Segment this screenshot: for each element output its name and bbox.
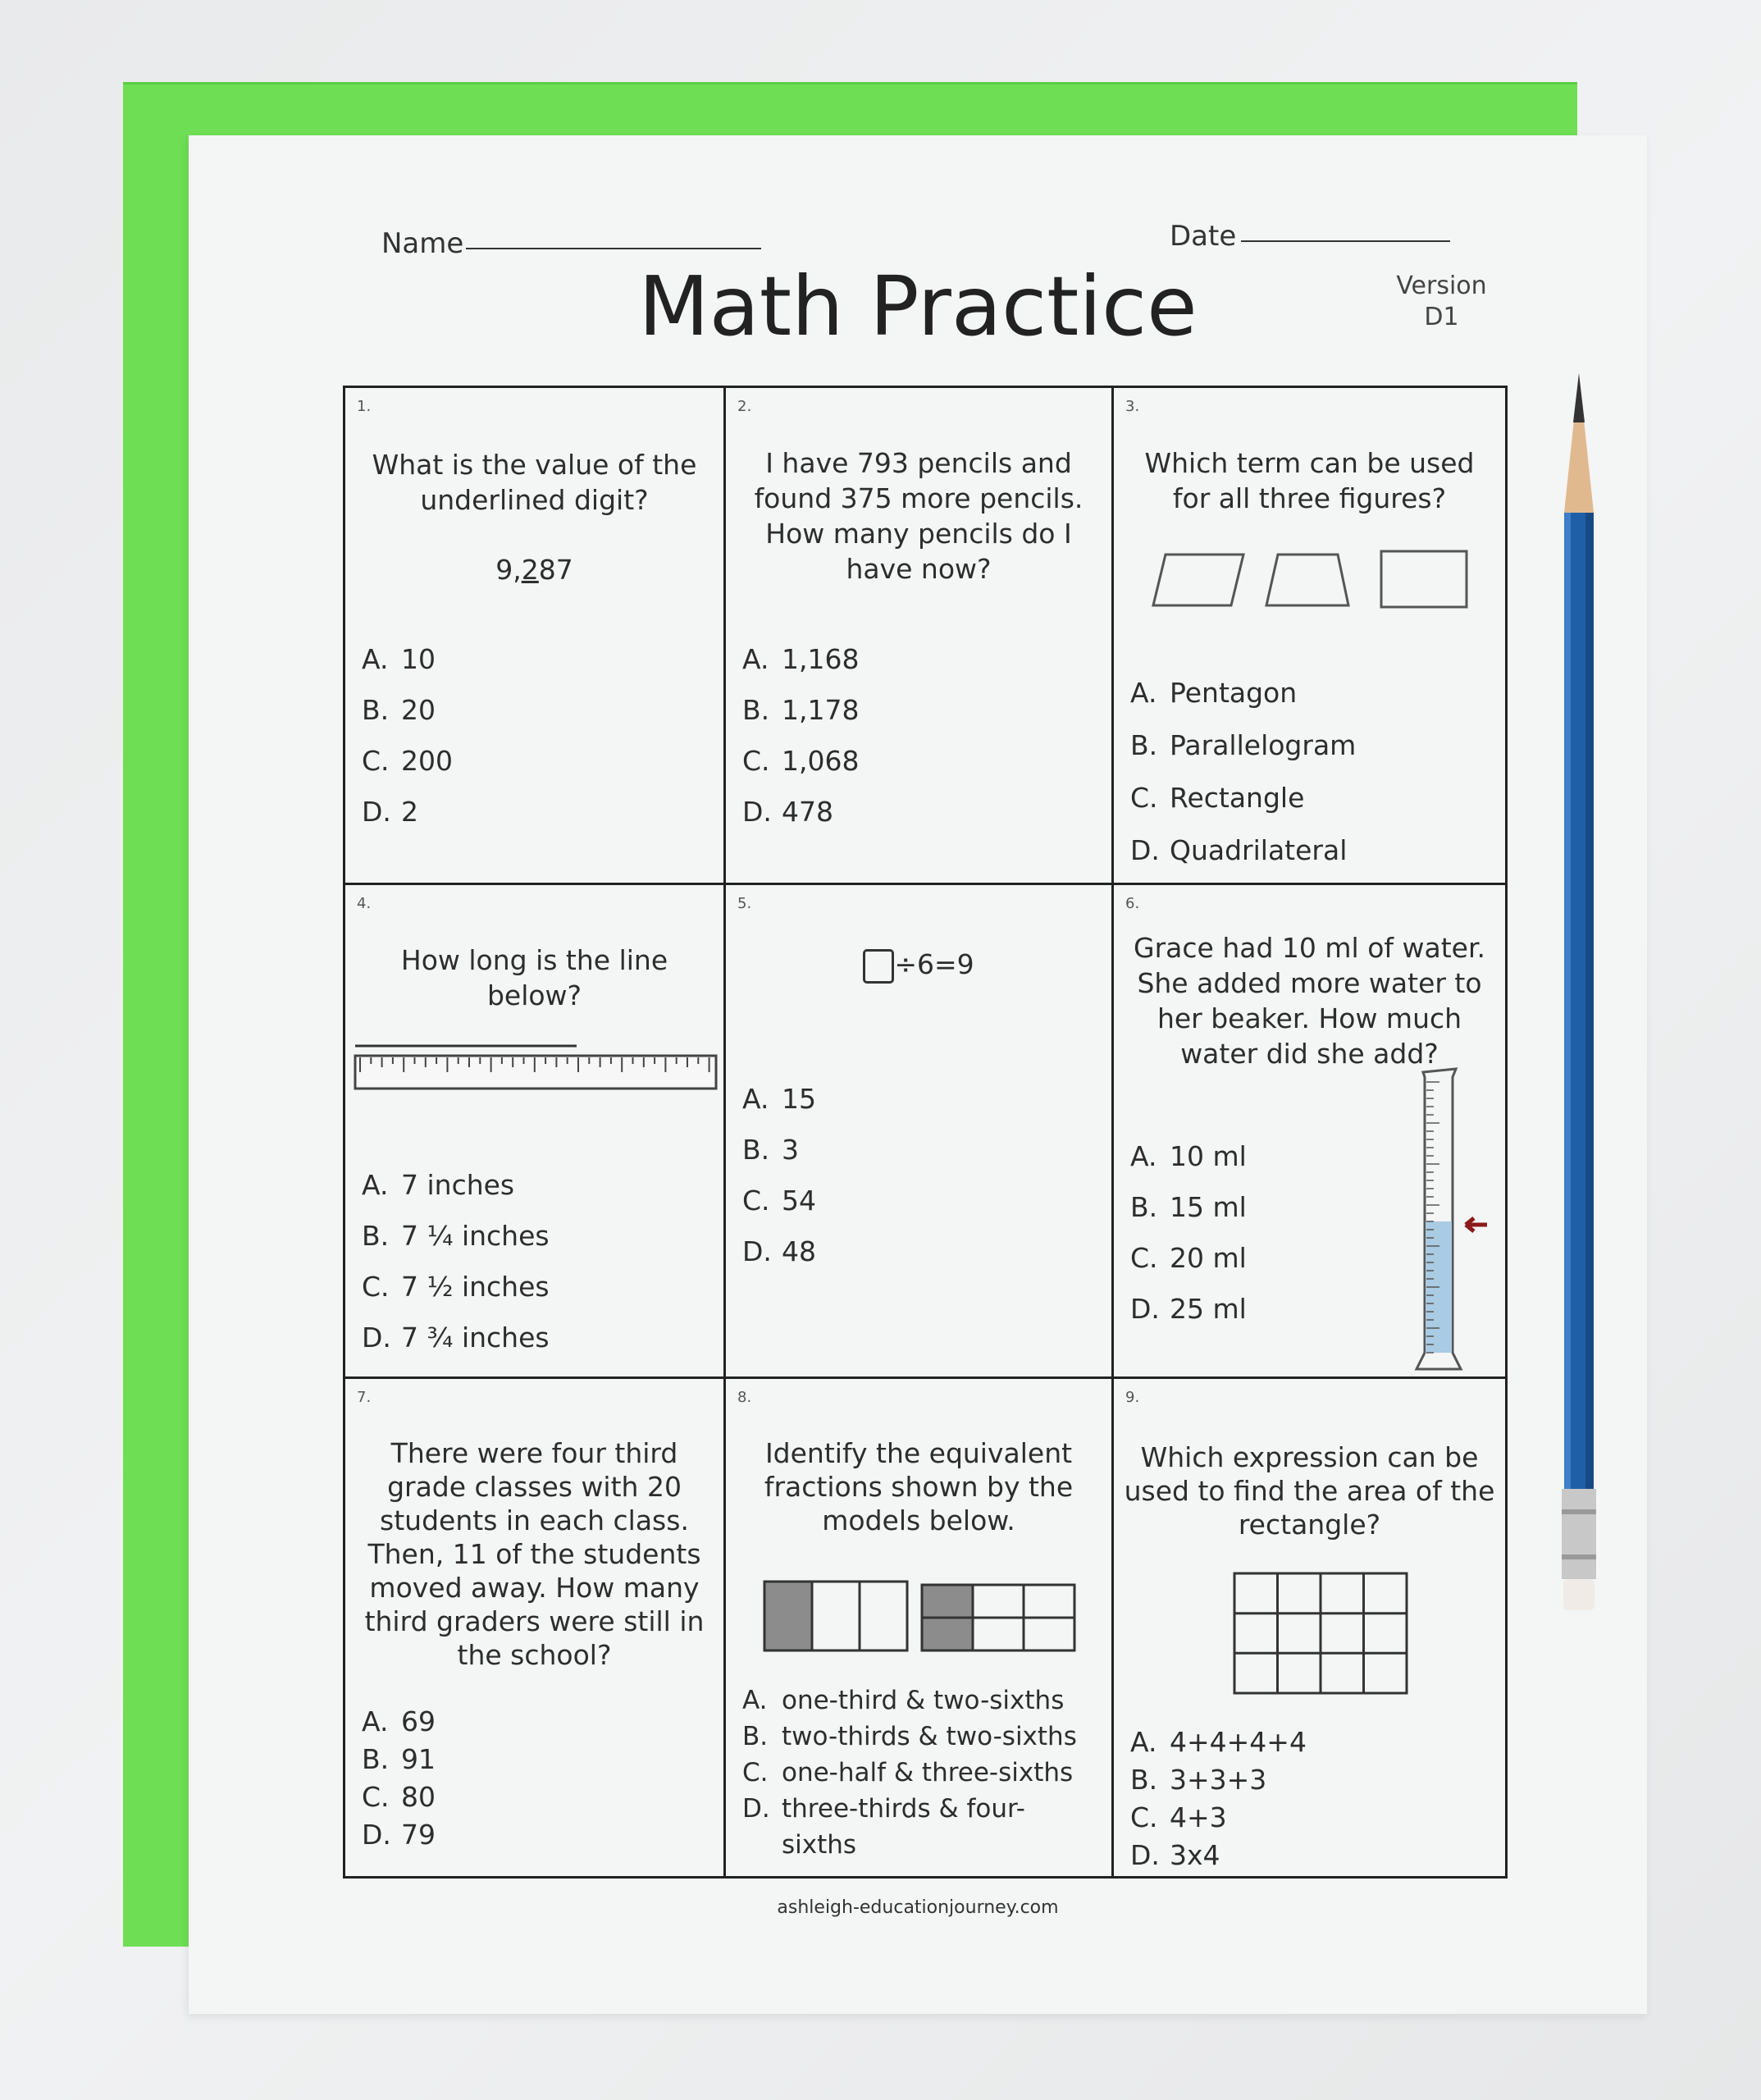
question-1 (345, 388, 726, 885)
choice-c[interactable] (1130, 1799, 1500, 1837)
question-3 (1114, 388, 1505, 885)
choice-text: 20 ml (1170, 1242, 1247, 1274)
choice-text: 79 (401, 1819, 436, 1851)
choice-a[interactable] (362, 634, 719, 685)
question-prompt: Grace had 10 ml of water. She added more water to her beaker. How much water did she add? (1134, 932, 1485, 1070)
question-number: 8. (737, 1389, 752, 1406)
choice-d[interactable] (1130, 824, 1500, 877)
question-7 (345, 1379, 726, 1876)
number-part: 87 (538, 554, 573, 586)
date-label: Date (1170, 220, 1237, 253)
choice-letter: A. (362, 643, 389, 675)
choice-text: 1,178 (782, 694, 860, 726)
choice-text: 7 ½ inches (401, 1271, 550, 1303)
choice-letter: C. (1130, 1242, 1158, 1274)
choice-d[interactable] (1130, 1284, 1500, 1335)
choice-text: 3+3+3 (1170, 1764, 1267, 1796)
name-label: Name (381, 227, 464, 260)
question-prompt: Which term can be used for all three figures? (1144, 447, 1475, 514)
choice-c[interactable] (362, 1778, 719, 1816)
choice-text: two-thirds & two-sixths (782, 1722, 1077, 1751)
choice-text: one-half & three-sixths (782, 1758, 1074, 1787)
question-number: 2. (737, 398, 752, 415)
question-5 (726, 885, 1114, 1379)
footer-url: ashleigh-educationjourney.com (777, 1897, 1059, 1918)
choice-a[interactable] (1130, 1131, 1500, 1182)
pencil-icon (1546, 373, 1612, 1661)
question-9 (1114, 1379, 1505, 1876)
choice-letter: B. (1130, 1764, 1158, 1796)
choice-d[interactable] (362, 1312, 719, 1363)
underlined-digit: 2 (521, 554, 539, 586)
answer-choices (1130, 667, 1500, 877)
choice-text: 7 ¼ inches (401, 1220, 550, 1252)
choice-d[interactable] (742, 1791, 1106, 1863)
choice-a[interactable] (362, 1160, 719, 1211)
version-block (1370, 271, 1513, 333)
choice-letter: D. (742, 796, 772, 828)
choice-letter: D. (362, 1819, 391, 1851)
choice-c[interactable] (1130, 772, 1500, 824)
choice-text: 200 (401, 745, 453, 777)
choice-b[interactable] (362, 1211, 719, 1262)
name-line (466, 248, 761, 249)
choice-letter: A. (742, 1083, 769, 1115)
choice-b[interactable] (362, 1741, 719, 1778)
answer-choices (742, 1682, 1106, 1863)
choice-text: Rectangle (1170, 782, 1305, 814)
question-prompt: Which expression can be used to find the area of the rectangle? (1124, 1441, 1495, 1541)
equation-text: ÷6=9 (894, 948, 974, 980)
version-code: D1 (1424, 303, 1459, 331)
question-number: 5. (737, 895, 752, 912)
choice-letter: B. (362, 694, 390, 726)
answer-choices (362, 1703, 719, 1854)
choice-b[interactable] (742, 1125, 1106, 1176)
choice-text: 1,068 (782, 745, 860, 777)
choice-letter: B. (742, 1722, 769, 1751)
answer-choices (742, 634, 1106, 838)
question-number: 9. (1125, 1389, 1140, 1406)
fraction-models (763, 1580, 1091, 1662)
choice-a[interactable] (742, 1682, 1106, 1719)
choice-text: 7 ¾ inches (401, 1322, 550, 1354)
question-4 (345, 885, 726, 1379)
choice-b[interactable] (1130, 1182, 1500, 1233)
choice-text: one-third & two-sixths (782, 1686, 1065, 1715)
question-2 (726, 388, 1114, 885)
unknown-box (863, 949, 894, 984)
choice-letter: D. (1130, 1293, 1160, 1325)
choice-letter: C. (742, 1185, 770, 1217)
choice-letter: D. (362, 796, 391, 828)
question-number: 7. (357, 1389, 372, 1406)
choice-text: 20 (401, 694, 436, 726)
choice-letter: A. (742, 643, 769, 675)
choice-text: 69 (401, 1705, 436, 1737)
choice-a[interactable] (742, 1074, 1106, 1125)
choice-letter: D. (742, 1235, 772, 1267)
choice-letter: C. (1130, 782, 1158, 814)
choice-b[interactable] (742, 685, 1106, 736)
choice-letter: D. (1130, 834, 1160, 866)
choice-text: Parallelogram (1170, 729, 1357, 761)
choice-c[interactable] (362, 736, 719, 787)
choice-c[interactable] (742, 736, 1106, 787)
question-number: 6. (1125, 895, 1140, 912)
question-prompt: How long is the line below? (400, 944, 668, 1011)
choice-letter: A. (1130, 1726, 1157, 1758)
area-grid-figure (1233, 1572, 1413, 1703)
number-part: 9, (495, 554, 522, 586)
choice-a[interactable] (362, 1703, 719, 1741)
choice-text: 3 (782, 1134, 799, 1166)
choice-c[interactable] (742, 1755, 1106, 1791)
question-prompt: There were four third grade classes with 20 students in each class. Then, 11 of the students moved away. How many third graders were still in the school? (364, 1437, 705, 1671)
choice-c[interactable] (742, 1176, 1106, 1226)
choice-d[interactable] (1130, 1837, 1500, 1874)
choice-a[interactable] (1130, 1723, 1500, 1761)
place-value-number (354, 552, 715, 587)
choice-text: 54 (782, 1185, 816, 1217)
choice-letter: C. (362, 1271, 390, 1303)
quadrilateral-figures (1137, 548, 1481, 614)
choice-text: 3x4 (1170, 1839, 1220, 1871)
worksheet-page (189, 135, 1647, 2014)
page-title: Math Practice (638, 258, 1198, 354)
thirds-model (764, 1582, 907, 1650)
choice-text: 10 ml (1170, 1140, 1247, 1172)
choice-d[interactable] (362, 1816, 719, 1854)
choice-letter: A. (742, 1686, 768, 1715)
choice-b[interactable] (1130, 1761, 1500, 1799)
choice-text: 25 ml (1170, 1293, 1247, 1325)
question-number: 1. (357, 398, 372, 415)
answer-choices (1130, 1131, 1500, 1335)
sixths-model (922, 1585, 1074, 1650)
answer-choices (362, 634, 719, 838)
choice-letter: C. (362, 745, 390, 777)
choice-b[interactable] (362, 685, 719, 736)
choice-letter: D. (362, 1322, 391, 1354)
choice-text: 10 (401, 643, 436, 675)
choice-text: 15 ml (1170, 1191, 1247, 1223)
choice-d[interactable] (742, 1226, 1106, 1277)
choice-text: 478 (782, 796, 833, 828)
choice-text: Pentagon (1170, 677, 1298, 709)
choice-text: 48 (782, 1235, 816, 1267)
choice-a[interactable] (742, 634, 1106, 685)
choice-text: Quadrilateral (1170, 834, 1348, 866)
choice-letter: A. (1130, 677, 1157, 709)
choice-letter: B. (1130, 1191, 1158, 1223)
choice-text: 1,168 (782, 643, 860, 675)
choice-text: three-thirds & four-sixths (782, 1794, 1025, 1860)
choice-letter: B. (1130, 729, 1158, 761)
choice-text: 7 inches (401, 1169, 515, 1201)
choice-letter: D. (742, 1794, 770, 1824)
choice-letter: A. (362, 1705, 389, 1737)
choice-letter: C. (362, 1781, 390, 1813)
choice-b[interactable] (742, 1719, 1106, 1755)
question-prompt: What is the value of the underlined digit? (372, 449, 697, 516)
choice-c[interactable] (1130, 1233, 1500, 1284)
question-prompt: I have 793 pencils and found 375 more pencils. How many pencils do I have now? (754, 447, 1084, 585)
choice-letter: B. (362, 1743, 390, 1775)
question-number: 3. (1125, 398, 1140, 415)
choice-text: 15 (782, 1083, 816, 1115)
question-number: 4. (357, 895, 372, 912)
trapezoid-figure (1266, 555, 1348, 605)
question-8 (726, 1379, 1114, 1876)
choice-letter: B. (742, 1134, 770, 1166)
choice-c[interactable] (362, 1262, 719, 1312)
choice-d[interactable] (362, 787, 719, 838)
choice-letter: C. (1130, 1801, 1158, 1833)
answer-choices (362, 1160, 719, 1363)
question-6 (1114, 885, 1505, 1379)
choice-a[interactable] (1130, 667, 1500, 719)
rectangle-figure (1381, 551, 1467, 607)
choice-d[interactable] (742, 787, 1106, 838)
choice-letter: C. (742, 1758, 769, 1787)
parallelogram-figure (1153, 555, 1243, 605)
choice-text: 4+4+4+4 (1170, 1726, 1307, 1758)
date-line (1241, 240, 1450, 242)
choice-text: 2 (401, 796, 418, 828)
question-grid (343, 386, 1508, 1879)
choice-letter: D. (1130, 1839, 1160, 1871)
choice-text: 91 (401, 1743, 436, 1775)
choice-letter: B. (362, 1220, 390, 1252)
answer-choices (1130, 1723, 1500, 1874)
choice-letter: A. (362, 1169, 389, 1201)
choice-text: 4+3 (1170, 1801, 1227, 1833)
choice-letter: B. (742, 694, 770, 726)
division-equation (734, 947, 1103, 984)
choice-letter: A. (1130, 1140, 1157, 1172)
ruler-figure (354, 1041, 723, 1098)
choice-b[interactable] (1130, 719, 1500, 772)
ruler (355, 1056, 716, 1089)
choice-letter: C. (742, 745, 770, 777)
question-prompt: Identify the equivalent fractions shown by the models below. (764, 1437, 1074, 1536)
answer-choices (742, 1074, 1106, 1277)
choice-text: 80 (401, 1781, 436, 1813)
version-label: Version (1396, 272, 1487, 300)
